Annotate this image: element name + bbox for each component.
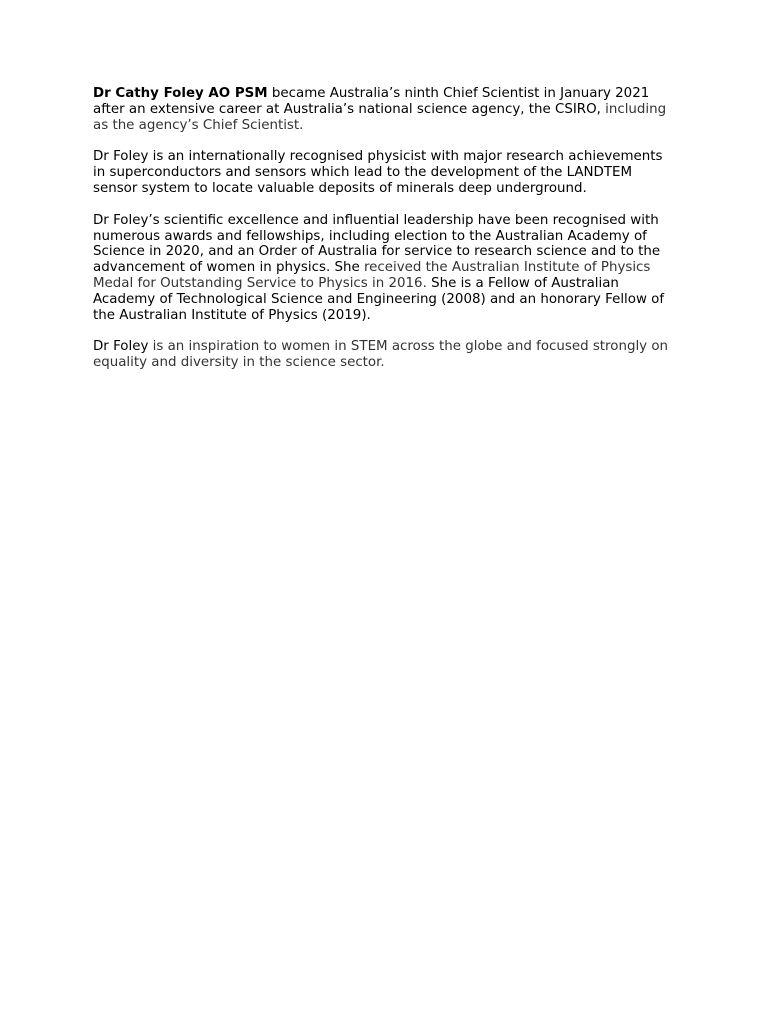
inspiration-text: is an inspiration to women in STEM across the globe and focused strongly on equality and diversity in the science sector.: [93, 339, 669, 371]
awards-fellowship-text: She is a Fellow of Australian Academy of Technological Science and Engineering (2008) and an honorary Fellow of the Australian Institute of Physics (2019).: [93, 275, 665, 323]
person-name: Dr Cathy Foley AO PSM: [93, 86, 268, 101]
paragraph-awards: [93, 213, 678, 324]
intro-text-continued: including as the agency’s Chief Scientist.: [93, 101, 667, 133]
paragraph-research: [93, 149, 678, 196]
inspiration-lead: Dr Foley: [93, 339, 149, 355]
awards-text: Dr Foley’s scientific excellence and influential leadership have been recognised with numerous awards and fellowships, including election to the Australian Academy of Science in 2020, and an Order of Australia for service to research science and to the advancement of women in physics. She: [93, 212, 661, 276]
paragraph-inspiration: [93, 339, 678, 371]
document-body: [93, 86, 678, 387]
research-text: Dr Foley is an internationally recognised physicist with major research achievements in superconductors and sensors which lead to the development of the LANDTEM sensor system to locate valuable deposits of minerals deep underground.: [93, 149, 663, 196]
intro-text: became Australia’s ninth Chief Scientist in January 2021 after an extensive career at Australia’s national science agency, the CSIRO,: [93, 86, 650, 117]
paragraph-intro: [93, 86, 678, 133]
awards-medal-text: received the Australian Institute of Physics Medal for Outstanding Service to Physics in 2016.: [93, 260, 651, 291]
